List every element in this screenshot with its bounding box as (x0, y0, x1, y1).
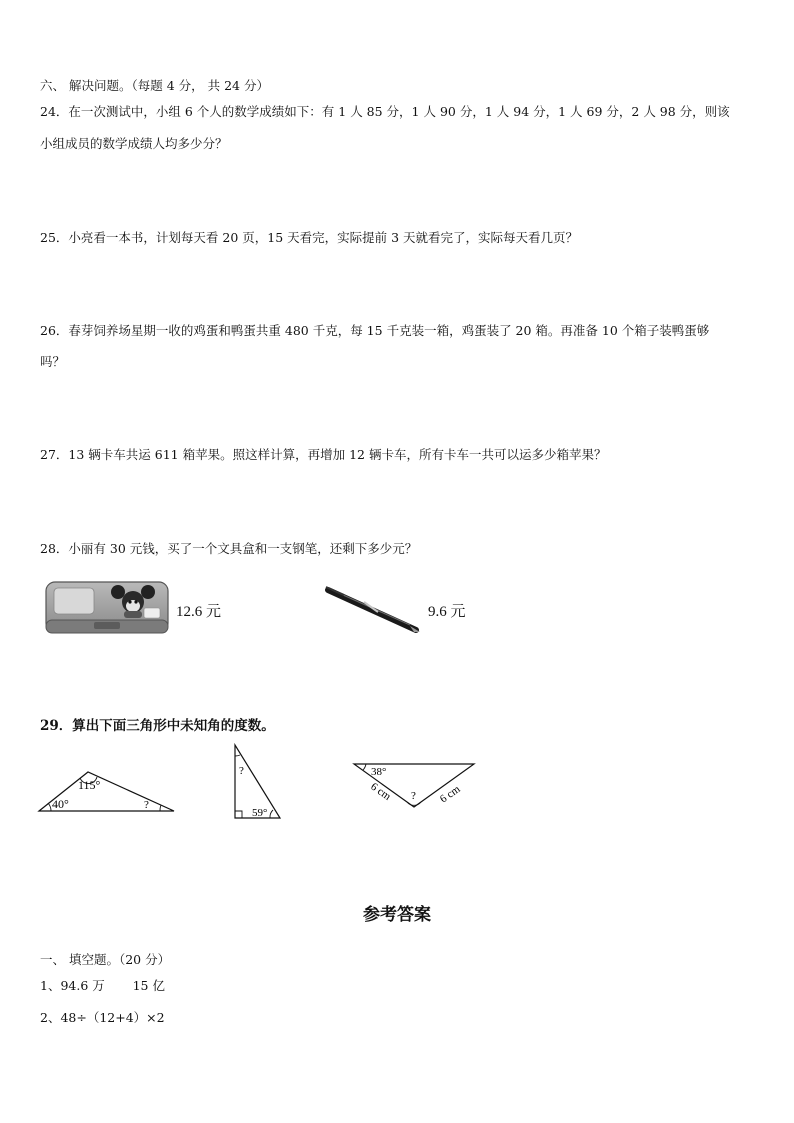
pen-price: 9.6 元 (428, 604, 466, 620)
triangle-2-bottom-angle: 59° (252, 807, 268, 819)
triangle-1-top-angle: 115° (78, 778, 101, 792)
question-25: 25．小亮看一本书，计划每天看 20 页，15 天看完，实际提前 3 天就看完了，实际每天看几页？ (40, 230, 579, 245)
pencil-box-image (44, 578, 172, 638)
triangle-3-left-side: 6 cm (368, 780, 393, 803)
triangle-3-unknown: ? (411, 790, 416, 802)
pen-image (322, 582, 422, 636)
answer-title: 参考答案 (363, 905, 431, 925)
triangle-2 (228, 742, 284, 822)
question-26-line1: 26．春芽饲养场星期一收的鸡蛋和鸭蛋共重 480 千克，每 15 千克装一箱，鸡蛋装了 20 箱。再准备 10 个箱子装鸭蛋够 (40, 323, 710, 338)
triangle-1-left-angle: 40° (52, 797, 69, 811)
answer-1: 1、94.6 万 15 亿 (40, 978, 165, 993)
triangle-3-left-angle: 38° (371, 766, 387, 778)
triangle-3 (350, 758, 478, 812)
question-27: 27．13 辆卡车共运 611 箱苹果。照这样计算，再增加 12 辆卡车，所有卡车一共可以运多少箱苹果？ (40, 447, 607, 462)
triangle-1 (36, 768, 178, 816)
section-heading: 六、 解决问题。（每题 4 分， 共 24 分） (40, 78, 269, 93)
answer-section-heading: 一、 填空题。（20 分） (40, 952, 171, 967)
pencil-box-price: 12.6 元 (176, 604, 222, 620)
triangle-3-right-side: 6 cm (437, 783, 463, 806)
question-24-line1: 24．在一次测试中，小组 6 个人的数学成绩如下：有 1 人 85 分，1 人 90 分，1 人 94 分，1 人 69 分，2 人 98 分，则该 (40, 104, 730, 119)
triangle-1-unknown: ? (144, 799, 149, 811)
question-28: 28．小丽有 30 元钱，买了一个文具盒和一支钢笔，还剩下多少元？ (40, 541, 418, 556)
question-26-line2: 吗？ (40, 354, 66, 369)
answer-2: 2、48÷（12+4）×2 (40, 1010, 165, 1025)
question-24-line2: 小组成员的数学成绩人均多少分？ (40, 136, 228, 151)
triangle-2-unknown: ? (239, 765, 244, 777)
question-29: 29．算出下面三角形中未知角的度数。 (40, 718, 275, 734)
